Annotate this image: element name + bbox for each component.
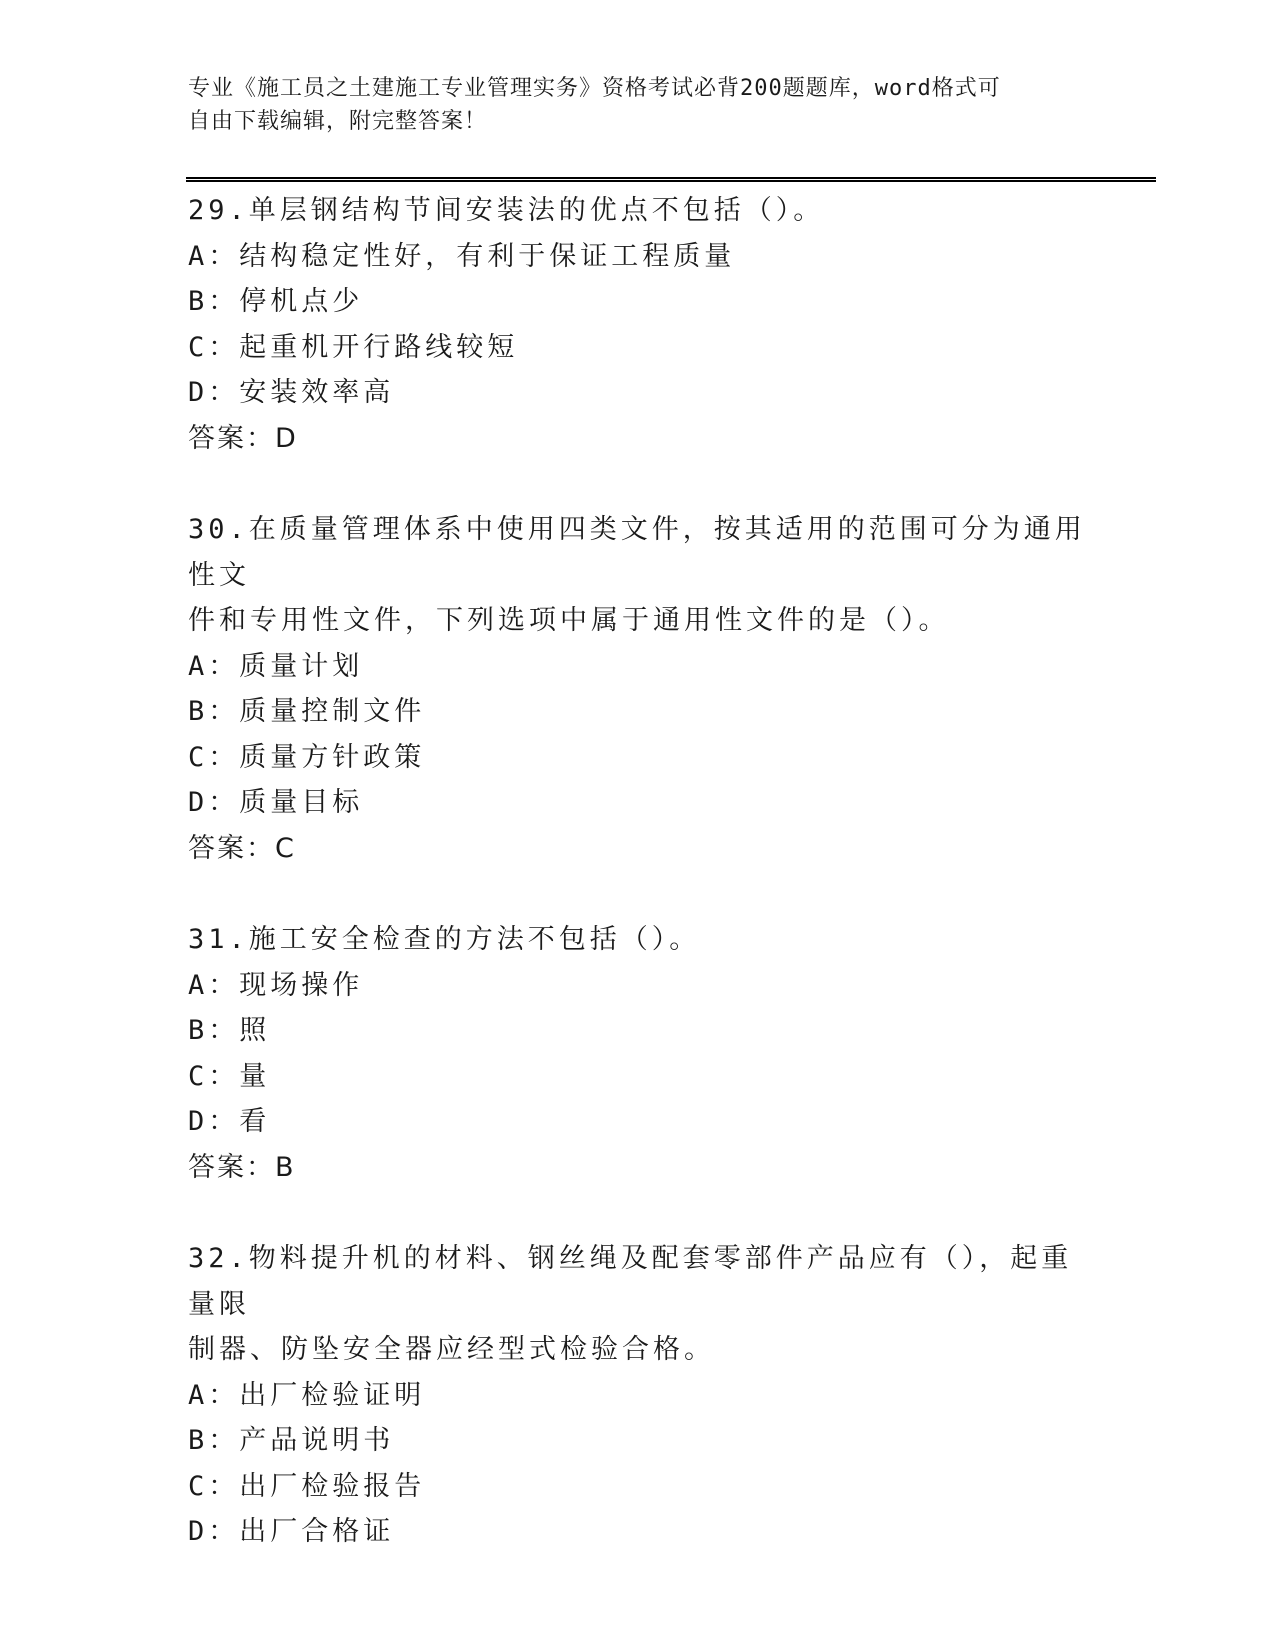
option-b: B：照 [188,1015,271,1046]
question-31 [188,917,1088,1190]
header-line-2: 自由下载编辑，附完整答案！ [188,109,488,134]
question-stem-continued: 件和专用性文件，下列选项中属于通用性文件的是（）。 [188,605,950,636]
option-d: D：出厂合格证 [188,1516,395,1547]
question-stem: 31.施工安全检查的方法不包括（）。 [188,924,701,955]
question-stem: 32.物料提升机的材料、钢丝绳及配套零部件产品应有（），起重量限 [188,1243,1073,1320]
option-b: B：停机点少 [188,286,364,317]
option-d: D：质量目标 [188,787,364,818]
option-d: D：看 [188,1106,271,1137]
option-b: B：产品说明书 [188,1425,395,1456]
option-a: A：出厂检验证明 [188,1379,426,1411]
question-stem: 29.单层钢结构节间安装法的优点不包括（）。 [188,195,825,226]
header-line-1: 专业《施工员之土建施工专业管理实务》资格考试必背200题题库，word格式可 [188,76,1001,101]
question-list [188,188,1088,1601]
answer-text: 答案：B [188,1151,296,1183]
option-a: A：现场操作 [188,969,364,1001]
question-stem: 30.在质量管理体系中使用四类文件，按其适用的范围可分为通用性文 [188,514,1086,591]
question-30 [188,507,1088,871]
document-header [188,72,1068,138]
option-a: A：质量计划 [188,650,364,682]
header-divider [186,177,1156,182]
question-29 [188,188,1088,461]
question-stem-continued: 制器、防坠安全器应经型式检验合格。 [188,1334,715,1365]
question-32 [188,1236,1088,1555]
answer-text: 答案：C [188,832,296,864]
option-a: A：结构稳定性好，有利于保证工程质量 [188,240,736,272]
option-c: C：出厂检验报告 [188,1470,426,1502]
option-c: C：质量方针政策 [188,741,426,773]
option-c: C：量 [188,1060,271,1092]
option-c: C：起重机开行路线较短 [188,331,519,363]
option-d: D：安装效率高 [188,377,395,408]
answer-text: 答案：D [188,422,298,454]
option-b: B：质量控制文件 [188,696,426,727]
